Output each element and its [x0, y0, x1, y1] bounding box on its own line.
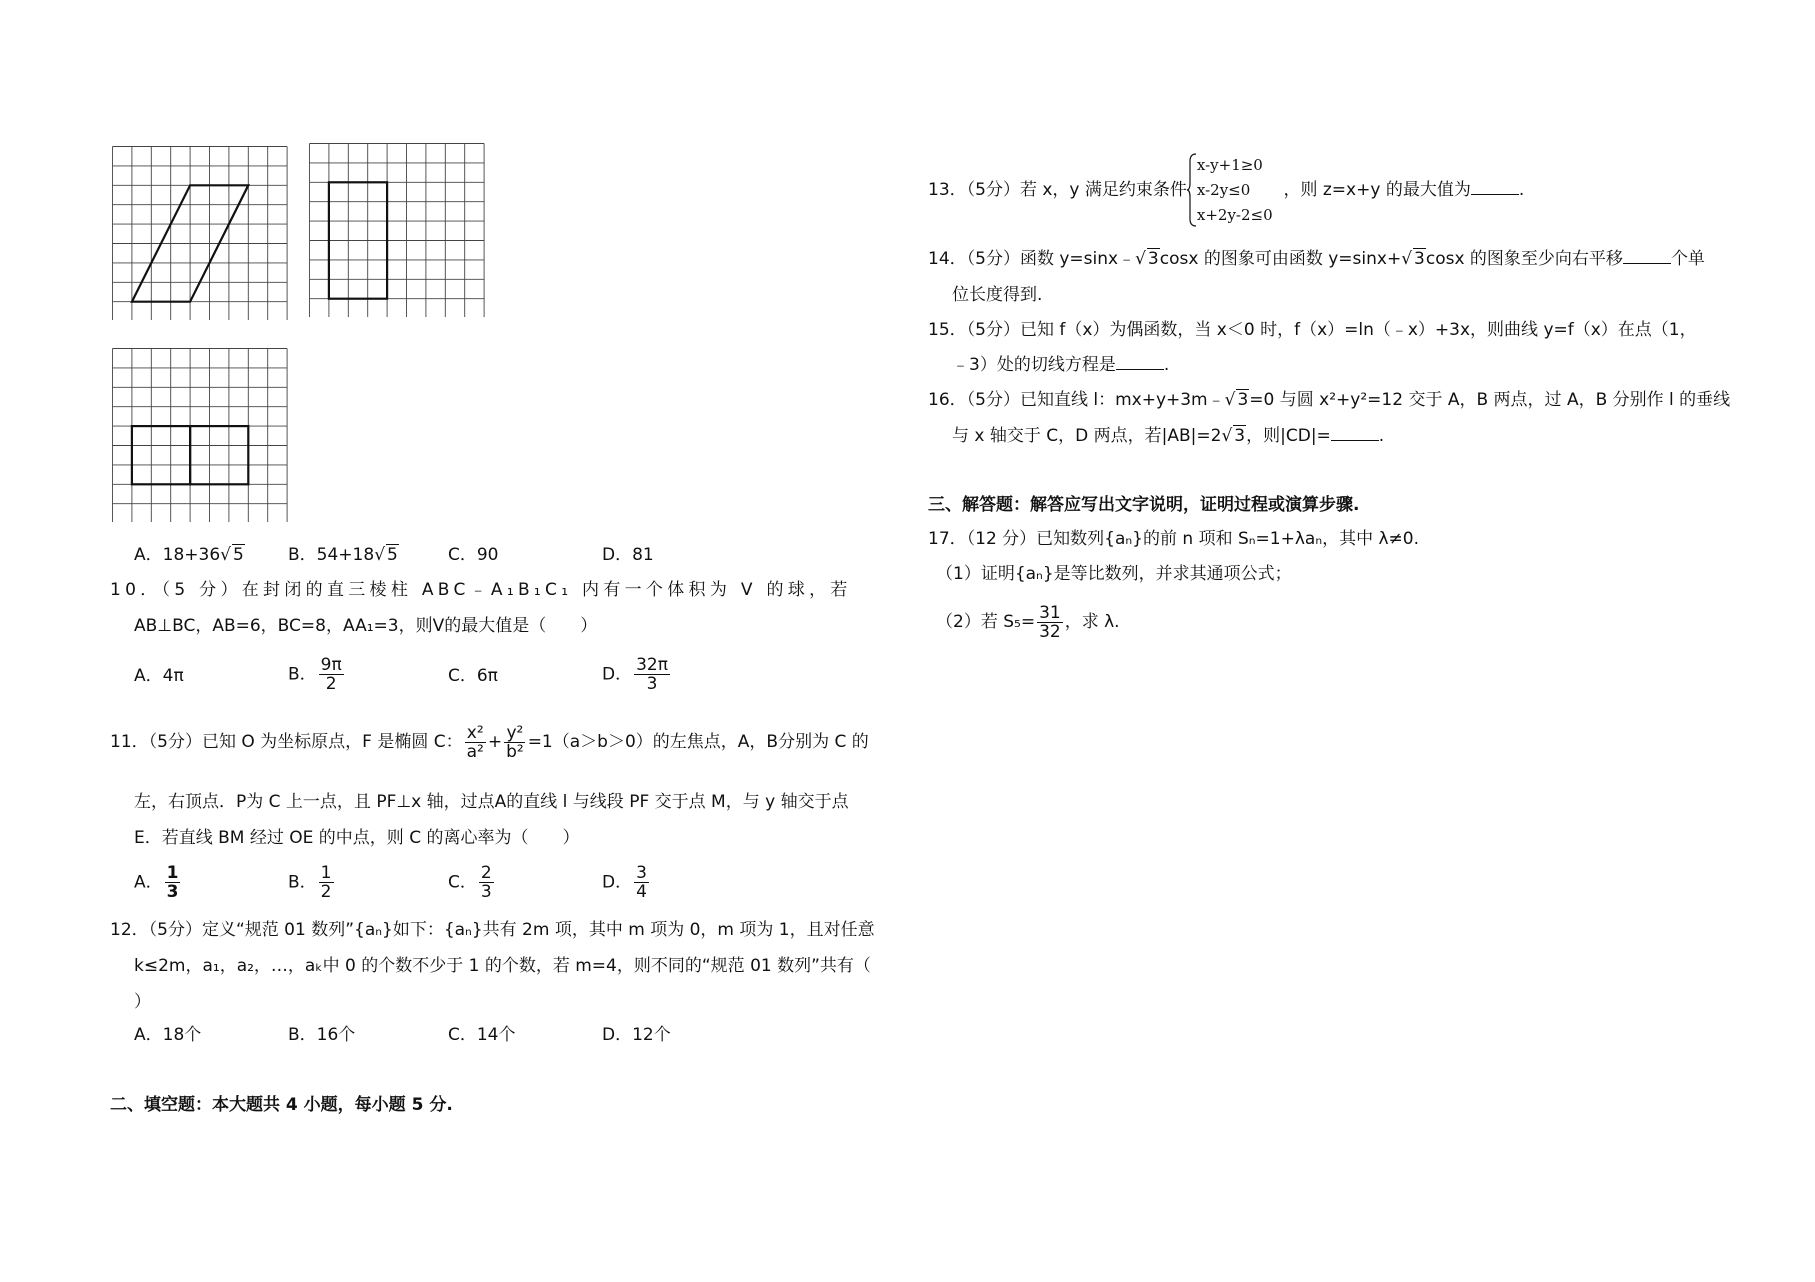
brace-icon — [1187, 153, 1197, 227]
q11-choice-c[interactable]: C． $\frac{2}{3}$ — [448, 863, 492, 902]
q14-line2: 位长度得到. — [952, 285, 1043, 305]
q15-line2: ﹣3）处的切线方程是 . — [952, 355, 1170, 375]
q17-line1: 17．（12 分）已知数列{aₙ}的前 n 项和 Sₙ=1+λaₙ，其中 λ≠0. — [928, 529, 1420, 549]
q11-choice-d[interactable]: D． $\frac{3}{4}$ — [602, 863, 647, 902]
top-view-left-rect — [132, 426, 190, 484]
three-view-grid-front — [112, 146, 288, 320]
q13: 13．（5分）若 x，y 满足约束条件 x-y+1≥0 x-2y≤0 x+2y-2≤0 ，则 z=x+y 的最大值为 . — [928, 150, 1524, 230]
q11-line1: 11．（5分）已知 O 为坐标原点，F 是椭圆 C： $\frac{\text{x²}}{\text{a²}}$ + $\frac{\text{y²}}{\text{b²}}$ =1（a＞b＞0）的左焦点，A，B分别为 C 的 — [110, 722, 869, 762]
q11-choice-a[interactable]: A． $\frac{1}{3}$ — [134, 863, 179, 902]
q17-part1: （1）证明{aₙ}是等比数列，并求其通项公式； — [936, 564, 1292, 584]
q9-choice-a[interactable]: A．18+36√ 5 — [134, 545, 244, 565]
q11-line2: 左，右顶点．P为 C 上一点，且 PF⊥x 轴，过点A的直线 l 与线段 PF 交于点 M，与 y 轴交于点 — [134, 792, 849, 812]
q12-choice-b[interactable]: B．16个 — [288, 1025, 356, 1045]
constraint-system: x-y+1≥0 x-2y≤0 x+2y-2≤0 — [1196, 155, 1273, 224]
q9-choice-d[interactable]: D．81 — [602, 545, 654, 565]
q12-choices — [134, 1020, 734, 1050]
grid-lines — [113, 147, 288, 321]
grid-lines — [310, 144, 485, 318]
q11-choice-b[interactable]: B． $\frac{1}{2}$ — [288, 863, 332, 902]
section2-heading: 二、填空题：本大题共 4 小题，每小题 5 分. — [110, 1095, 453, 1115]
q12-line3: ） — [134, 992, 151, 1012]
grid-lines — [113, 349, 288, 523]
q16-line1: 16．（5分）已知直线 l：mx+y+3m﹣√ 3=0 与圆 x²+y²=12 交于 A，B 两点，过 A，B 分别作 l 的垂线 — [928, 390, 1731, 410]
answer-blank[interactable] — [1471, 178, 1519, 195]
q9-choices — [134, 540, 734, 570]
q14-line1: 14．（5分）函数 y=sinx﹣√ 3cosx 的图象可由函数 y=sinx+√ 3cosx 的图象至少向右平移 个单 — [928, 249, 1705, 269]
q12-line2: k≤2m，a₁，a₂，…，aₖ中 0 的个数不少于 1 的个数，若 m=4，则不同的“规范 01 数列”共有（ — [134, 956, 871, 976]
q12-line1: 12．（5分）定义“规范 01 数列”{aₙ}如下：{aₙ}共有 2m 项，其中 m 项为 0，m 项为 1，且对任意 — [110, 920, 875, 940]
q12-choice-a[interactable]: A．18个 — [134, 1025, 202, 1045]
q10-line1: 10．（5 分）在封闭的直三棱柱 ABC﹣A₁B₁C₁ 内有一个体积为 V 的球，若 — [110, 580, 852, 600]
q10-choice-b[interactable]: B． $\frac{9\pi}{2}$ — [288, 655, 342, 694]
answer-blank[interactable] — [1623, 247, 1671, 264]
q17-part2: （2）若 S₅= $\frac{31}{32}$ ，求 λ. — [936, 602, 1120, 642]
three-view-grid-side — [309, 143, 485, 317]
q11-choices — [134, 864, 734, 906]
q15-line1: 15．（5分）已知 f（x）为偶函数，当 x＜0 时，f（x）=ln（﹣x）+3x，则曲线 y=f（x）在点（1， — [928, 320, 1697, 340]
q11-line3: E．若直线 BM 经过 OE 的中点，则 C 的离心率为（ ） — [134, 828, 580, 848]
section3-heading: 三、解答题：解答应写出文字说明，证明过程或演算步骤. — [928, 495, 1360, 515]
q10-choice-c[interactable]: C．6π — [448, 666, 498, 686]
three-view-grid-top — [112, 348, 288, 522]
q10-choice-a[interactable]: A．4π — [134, 666, 184, 686]
top-view-right-rect — [190, 426, 248, 484]
q12-choice-c[interactable]: C．14个 — [448, 1025, 516, 1045]
q10-choice-d[interactable]: D． $\frac{32\pi}{3}$ — [602, 655, 668, 694]
q9-choice-b[interactable]: B．54+18√ 5 — [288, 545, 398, 565]
q10-choices — [134, 656, 734, 696]
q10-line2: AB⊥BC，AB=6，BC=8，AA₁=3，则V的最大值是（ ） — [134, 616, 598, 636]
q9-choice-c[interactable]: C．90 — [448, 545, 499, 565]
q12-choice-d[interactable]: D．12个 — [602, 1025, 671, 1045]
q16-line2: 与 x 轴交于 C，D 两点，若|AB|=2√ 3，则|CD|= . — [952, 426, 1385, 446]
answer-blank[interactable] — [1116, 353, 1164, 370]
answer-blank[interactable] — [1331, 424, 1379, 441]
